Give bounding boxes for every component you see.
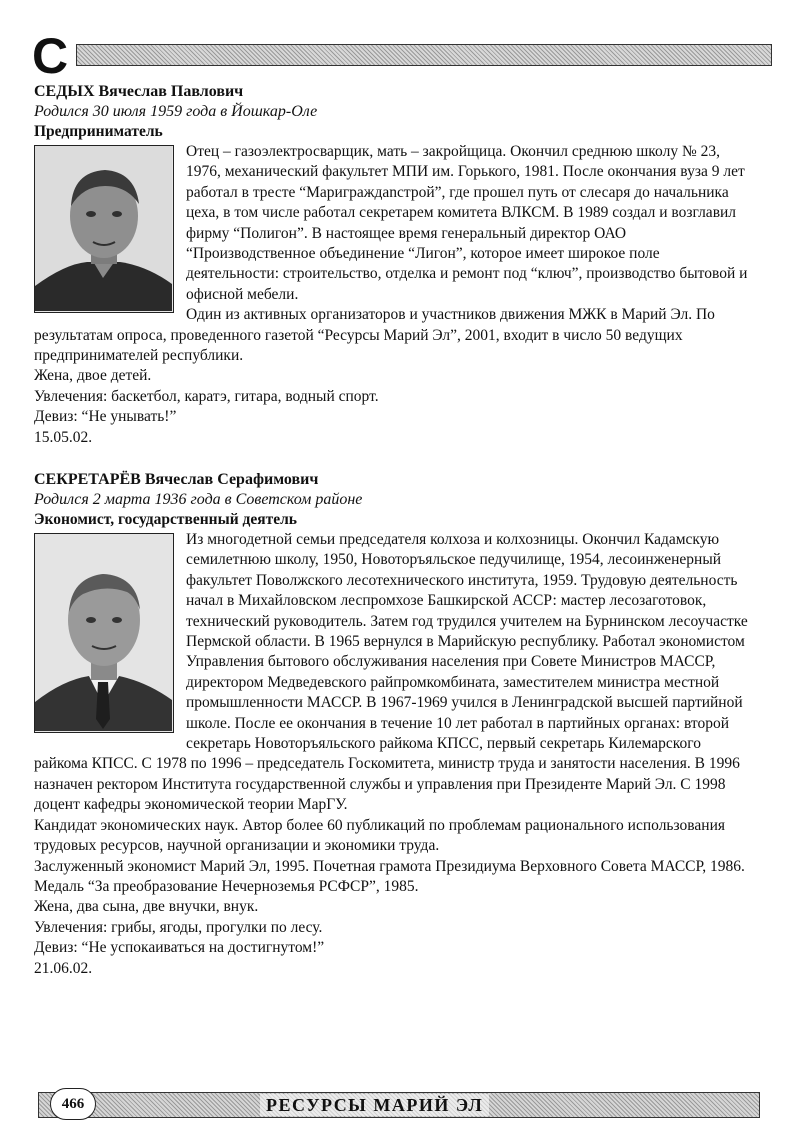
bio-paragraph: Отец – газоэлектросварщик, мать – закройщица. Окончил среднюю школу № 23, 1976, механический факультет МПИ им. Горького, 1981. После окончания вуза 9 лет работал в тресте “Мариграждanстрой”, где прошел путь от слесаря до начальника цеха, в том числе работал секретарем комитета ВЛКСМ. В 1989 создал и возглавил фирму “Полигон”. В настоящее время генеральный директор ОАО “Производственное объединение “Лигон”, которое имеет широкое поле деятельности: строительство, отделка и ремонт под “ключ”, производство бытовой и офисной мебели. bbox=[186, 143, 748, 303]
birth-info: Родился 30 июля 1959 года в Йошкар-Оле bbox=[34, 103, 318, 120]
person-name: СЕКРЕТАРЁВ Вячеслав Серафимович bbox=[34, 471, 319, 488]
person-name: СЕДЫХ Вячеслав Павлович bbox=[34, 83, 244, 100]
portrait-image bbox=[35, 534, 172, 731]
birth-info: Родился 2 марта 1936 года в Советском районе bbox=[34, 491, 363, 508]
bio-paragraph: Из многодетной семьи председателя колхоза и колхозницы. Окончил Кадамскую семилетнюю школу, 1950, Новоторъяльское педучилище, 1954, лесоинженерный факультет Поволжского лесотехнического института, 1959. Трудовую деятельность начал в Михайловском леспромхозе Башкирской АССР: мастер лесозаготовок, технический руководитель. Затем год трудился учителем на Бурнинском лесоучастке Пермской области. В 1965 вернулся в Марийскую республику. Работал экономистом Управления бытового обслуживания населения при Совете Министров МАССР, директором Медведевского райпромкомбината, заместителем министра местной промышленности МАССР. В 1967-1969 учился в Ленинградской высшей партийной школе. После ее окончания в течение 10 лет работал в партийных органах: второй секретарь Новоторъяльского райкома КПСС, первый секретарь Килемарского райкома КПСС. С 1978 по 1996 – председатель Госкомитета, министр труда и занятости населения. В 1996 назначен ректором Института государственной службы и управления при Президенте Марий Эл. С 1998 доцент кафедры экономической теории МарГУ. bbox=[34, 531, 748, 814]
section-header bbox=[32, 28, 772, 84]
portrait-photo bbox=[34, 533, 174, 733]
family-line: Жена, двое детей. bbox=[34, 367, 152, 385]
section-letter: С bbox=[32, 28, 69, 84]
portrait-photo bbox=[34, 145, 174, 313]
hobbies-line: Увлечения: грибы, ягоды, прогулки по лесу. bbox=[34, 918, 323, 936]
biography-entry bbox=[34, 470, 754, 979]
motto-line: Девиз: “Не унывать!” bbox=[34, 408, 177, 426]
bio-paragraph: Кандидат экономических наук. Автор более 60 публикаций по проблемам рационального использования трудовых ресурсов, научной организации и экономики труда. bbox=[34, 816, 725, 855]
portrait-image bbox=[35, 146, 172, 311]
biography-entry bbox=[34, 82, 754, 448]
family-line: Жена, два сына, две внучки, внук. bbox=[34, 898, 259, 916]
magazine-title: РЕСУРСЫ МАРИЙ ЭЛ bbox=[260, 1094, 489, 1116]
profession: Предприниматель bbox=[34, 123, 163, 140]
bio-paragraph: Один из активных организаторов и участников движения МЖК в Марий Эл. По результатам опроса, проведенного газетой “Ресурсы Марий Эл”, 2001, входит в число 50 ведущих предпринимателей республики. bbox=[34, 306, 715, 365]
biography-text bbox=[34, 142, 754, 448]
page-footer bbox=[38, 1086, 758, 1124]
date-line: 21.06.02. bbox=[34, 959, 93, 977]
page-number: 466 bbox=[50, 1088, 96, 1120]
hobbies-line: Увлечения: баскетбол, каратэ, гитара, водный спорт. bbox=[34, 387, 379, 405]
bio-paragraph: Заслуженный экономист Марий Эл, 1995. Почетная грамота Президиума Верховного Совета МАССР, 1986. Медаль “За преобразование Нечерноземья РСФСР”, 1985. bbox=[34, 857, 745, 895]
profession: Экономист, государственный деятель bbox=[34, 511, 298, 528]
motto-line: Девиз: “Не успокаиваться на достигнутом!” bbox=[34, 939, 325, 957]
biography-text bbox=[34, 530, 754, 979]
section-hatch-bar bbox=[76, 44, 772, 66]
date-line: 15.05.02. bbox=[34, 428, 93, 446]
